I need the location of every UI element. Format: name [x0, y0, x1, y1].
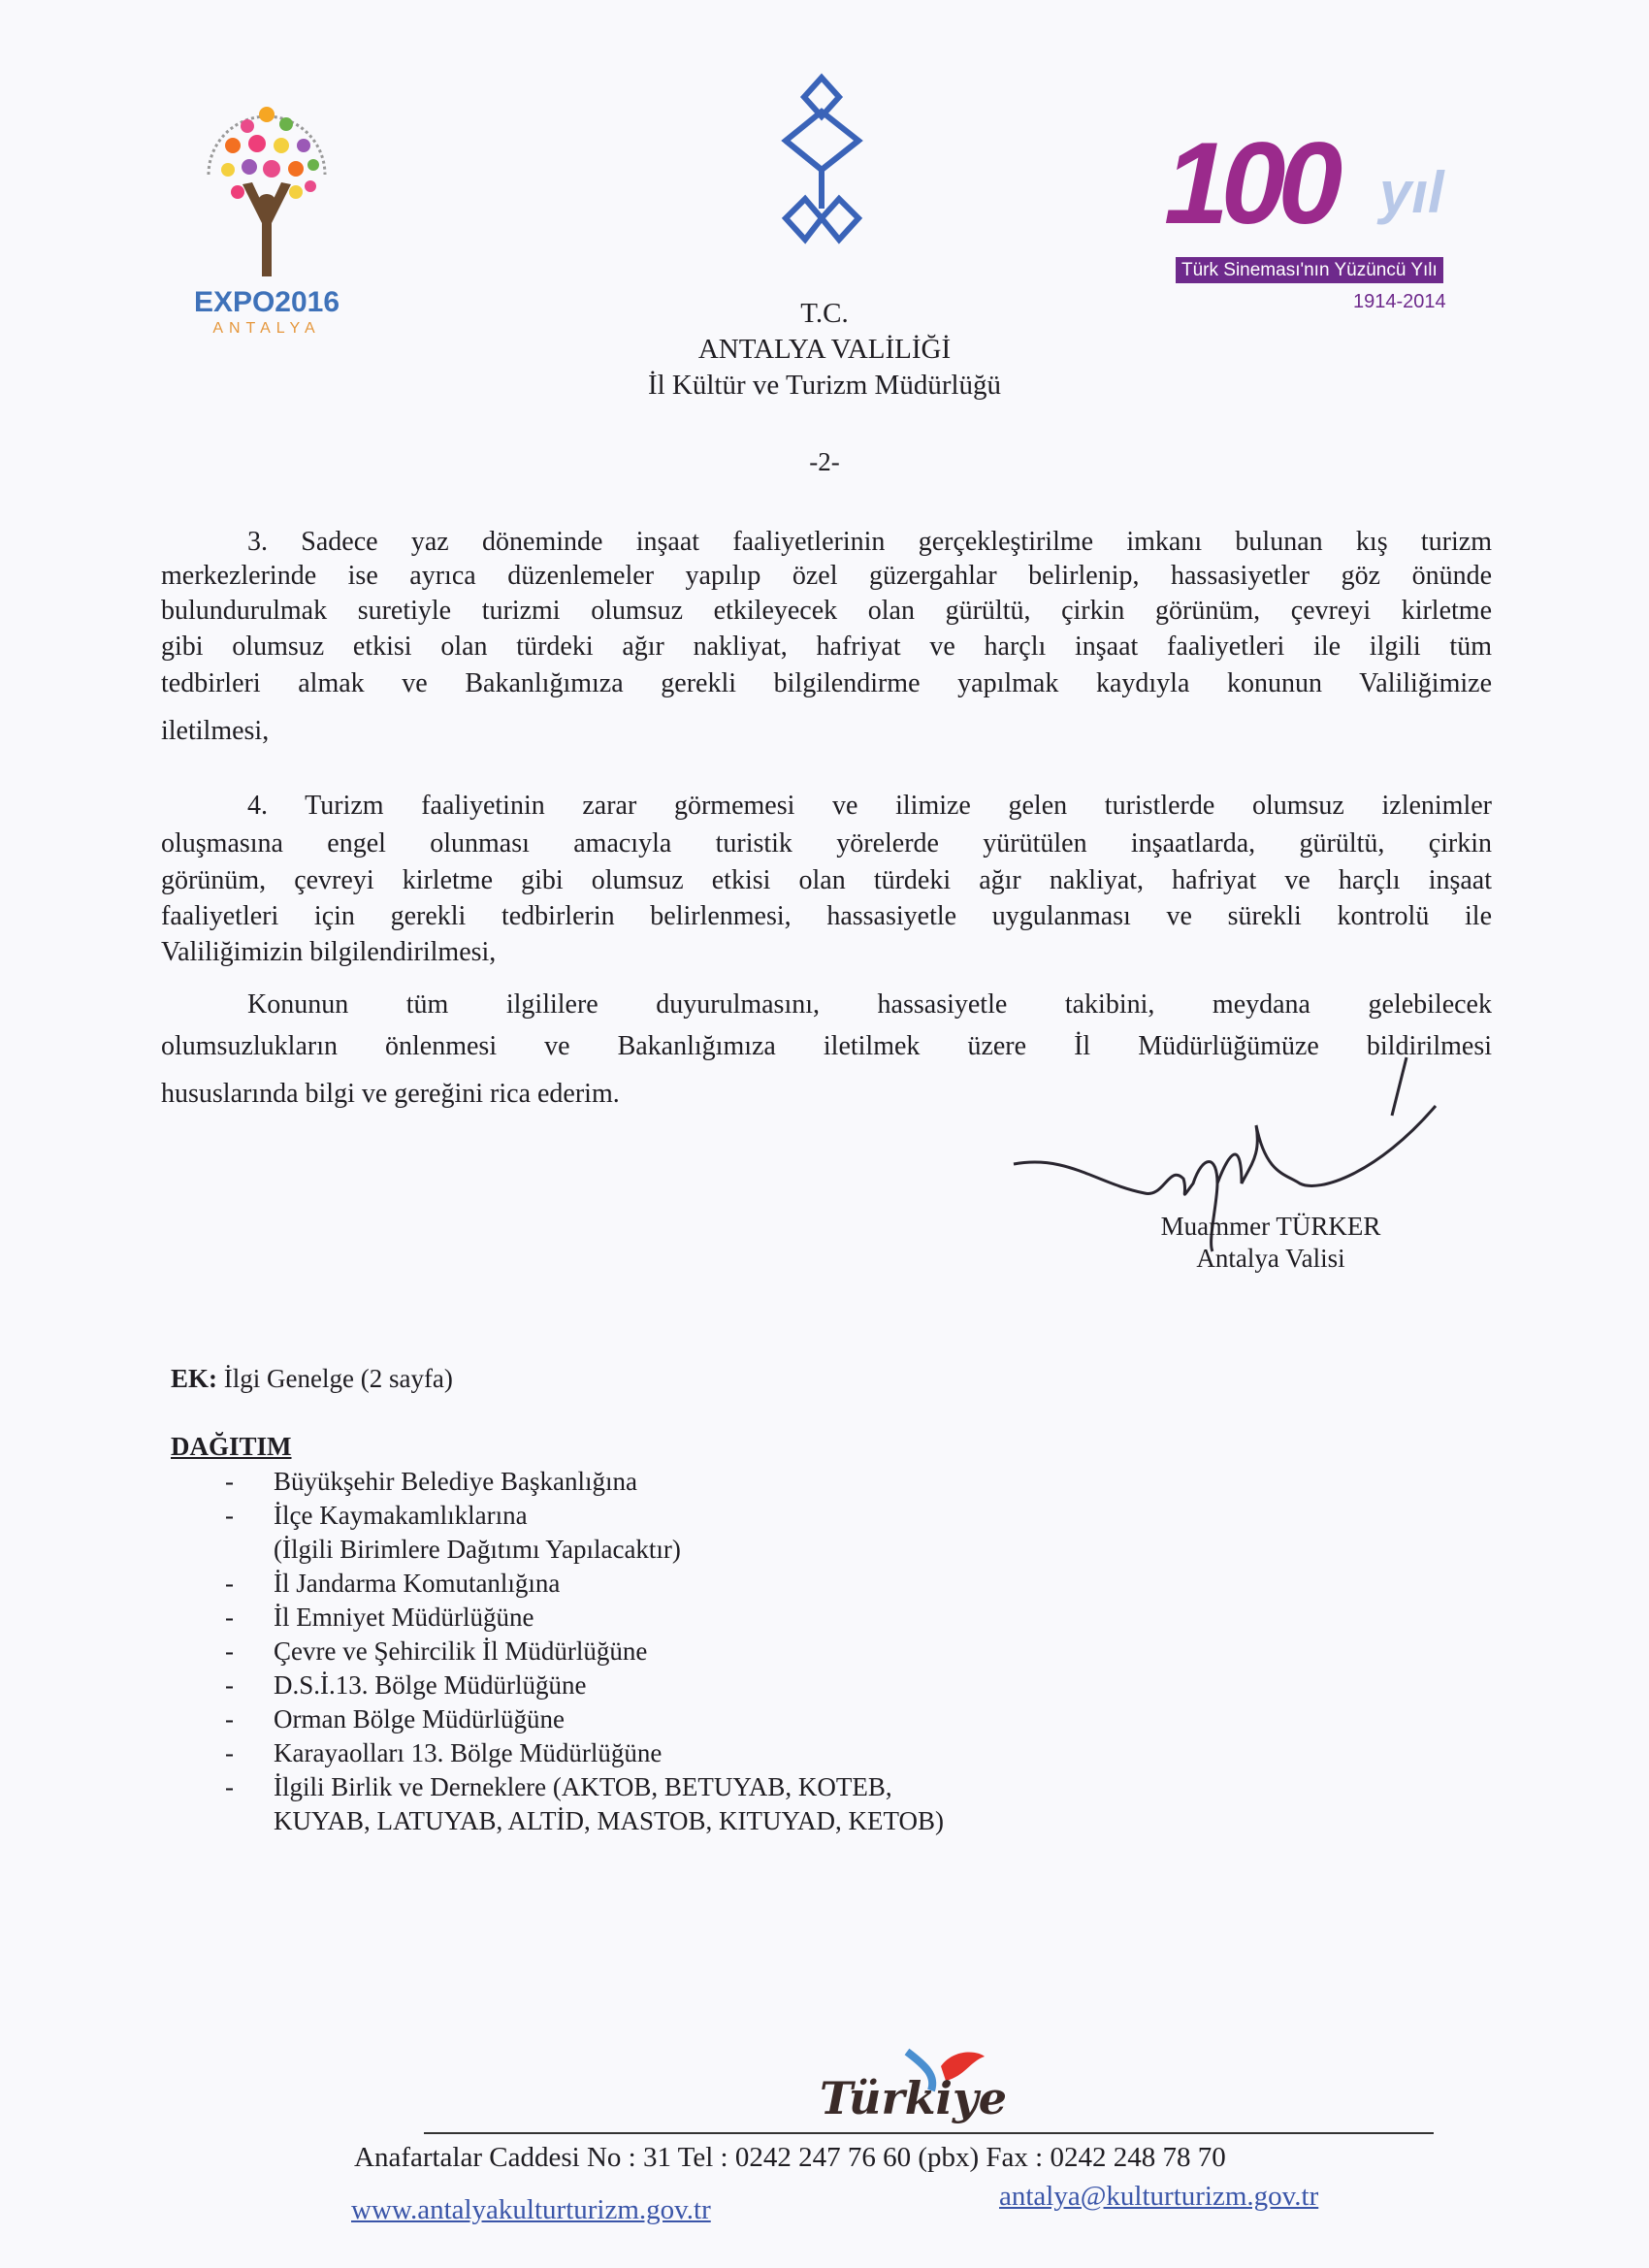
list-item: - Büyükşehir Belediye Başkanlığına — [225, 1467, 637, 1496]
list-item: KUYAB, LATUYAB, ALTİD, MASTOB, KITUYAD, KETOB) — [274, 1806, 945, 1835]
expo-subtext: ANTALYA — [212, 320, 321, 337]
text-line: oluşmasına engel olunması amacıyla turistik yörelerde yürütülen inşaatlarda, gürültü, çirkin — [161, 828, 1492, 859]
list-item: - Orman Bölge Müdürlüğüne — [225, 1704, 565, 1733]
cinema-100-text: 100 — [1164, 118, 1336, 248]
text-line: 4. Turizm faaliyetinin zarar görmemesi ve ilimize gelen turistlerde olumsuz izlenimler — [247, 791, 1492, 821]
text-line: 3. Sadece yaz döneminde inşaat faaliyetlerinin gerçekleştirilme imkanı bulunan kış turizm — [247, 527, 1492, 557]
text-line: iletilmesi, — [161, 716, 270, 746]
knot-emblem-icon — [766, 73, 878, 247]
list-item: - İlçe Kaymakamlıklarına — [225, 1501, 528, 1530]
ministry-emblem-logo — [766, 73, 878, 252]
text-line: gibi olumsuz etkisi olan türdeki ağır nakliyat, hafriyat ve harçlı inşaat faaliyetleri ile ilgili tüm — [161, 632, 1492, 662]
footer-address: Anafartalar Caddesi No : 31 Tel : 0242 247 76 60 (pbx) Fax : 0242 248 78 70 — [354, 2142, 1226, 2173]
text-line: tedbirleri almak ve Bakanlığımıza gerekli bilgilendirme yapılmak kaydıyla konunun Valiliğimize — [161, 668, 1492, 698]
attachment-note — [171, 1364, 453, 1394]
signatory-name: Muammer TÜRKER — [1160, 1212, 1381, 1241]
list-item: - D.S.İ.13. Bölge Müdürlüğüne — [225, 1670, 587, 1700]
cinema-years: 1914-2014 — [1353, 291, 1446, 312]
text-line: merkezlerinde ise ayrıca düzenlemeler yapılıp özel güzergahlar belirlenip, hassasiyetler göz önünde — [161, 561, 1492, 591]
attachment-text: İlgi Genelge (2 sayfa) — [223, 1364, 453, 1393]
cinema-yil-text: yıl — [1379, 160, 1444, 225]
attachment-label: EK: — [171, 1364, 218, 1393]
list-item: - Karayaolları 13. Bölge Müdürlüğüne — [225, 1738, 663, 1767]
website-link[interactable]: www.antalyakulturturizm.gov.tr — [351, 2194, 711, 2225]
turkiye-logo — [761, 2047, 1091, 2130]
list-item: - İl Jandarma Komutanlığına — [225, 1569, 561, 1598]
text-line: Konunun tüm ilgililere duyurulmasını, hassasiyetle takibini, meydana gelebilecek — [247, 989, 1492, 1020]
signatory-title: Antalya Valisi — [1196, 1244, 1345, 1273]
text-line: Valiliğimizin bilgilendirilmesi, — [161, 937, 497, 967]
list-item: (İlgili Birimlere Dağıtımı Yapılacaktır) — [274, 1535, 681, 1564]
list-item: - İlgili Birlik ve Derneklere (AKTOB, BETUYAB, KOTEB, — [225, 1772, 892, 1801]
distribution-title: DAĞITIM — [171, 1432, 292, 1461]
header-directorate: İl Kültür ve Turizm Müdürlüğü — [647, 370, 1002, 401]
email-link[interactable]: antalya@kulturturizm.gov.tr — [999, 2181, 1319, 2212]
turkiye-wordmark: Türkiye — [820, 2072, 1008, 2124]
cinema-banner: Türk Sineması'nın Yüzüncü Yılı — [1176, 257, 1443, 283]
footer-divider — [424, 2132, 1434, 2134]
text-line: bulundurulmak suretiyle turizmi olumsuz etkileyecek olan gürültü, çirkin görünüm, çevreyi kirletme — [161, 596, 1492, 626]
expo-text: EXPO2016 — [193, 286, 340, 318]
page-number: -2- — [809, 447, 840, 476]
text-line: olumsuzlukların önlenmesi ve Bakanlığımıza iletilmek üzere İl Müdürlüğümüze bildirilmesi — [161, 1031, 1492, 1061]
text-line: hususlarında bilgi ve gereğini rica ederim. — [161, 1079, 620, 1109]
header-governorship: ANTALYA VALİLİĞİ — [697, 334, 952, 365]
list-item: - Çevre ve Şehircilik İl Müdürlüğüne — [225, 1636, 648, 1666]
tree-icon — [189, 68, 344, 281]
header-tc: T.C. — [800, 298, 849, 329]
text-line: faaliyetleri için gerekli tedbirlerin belirlenmesi, hassasiyetle uygulanması ve sürekli kontrolü ile — [161, 901, 1492, 931]
list-item: - İl Emniyet Müdürlüğüne — [225, 1603, 534, 1632]
text-line: görünüm, çevreyi kirletme gibi olumsuz etkisi olan türdeki ağır nakliyat, hafriyat ve harçlı inşaat — [161, 865, 1492, 895]
